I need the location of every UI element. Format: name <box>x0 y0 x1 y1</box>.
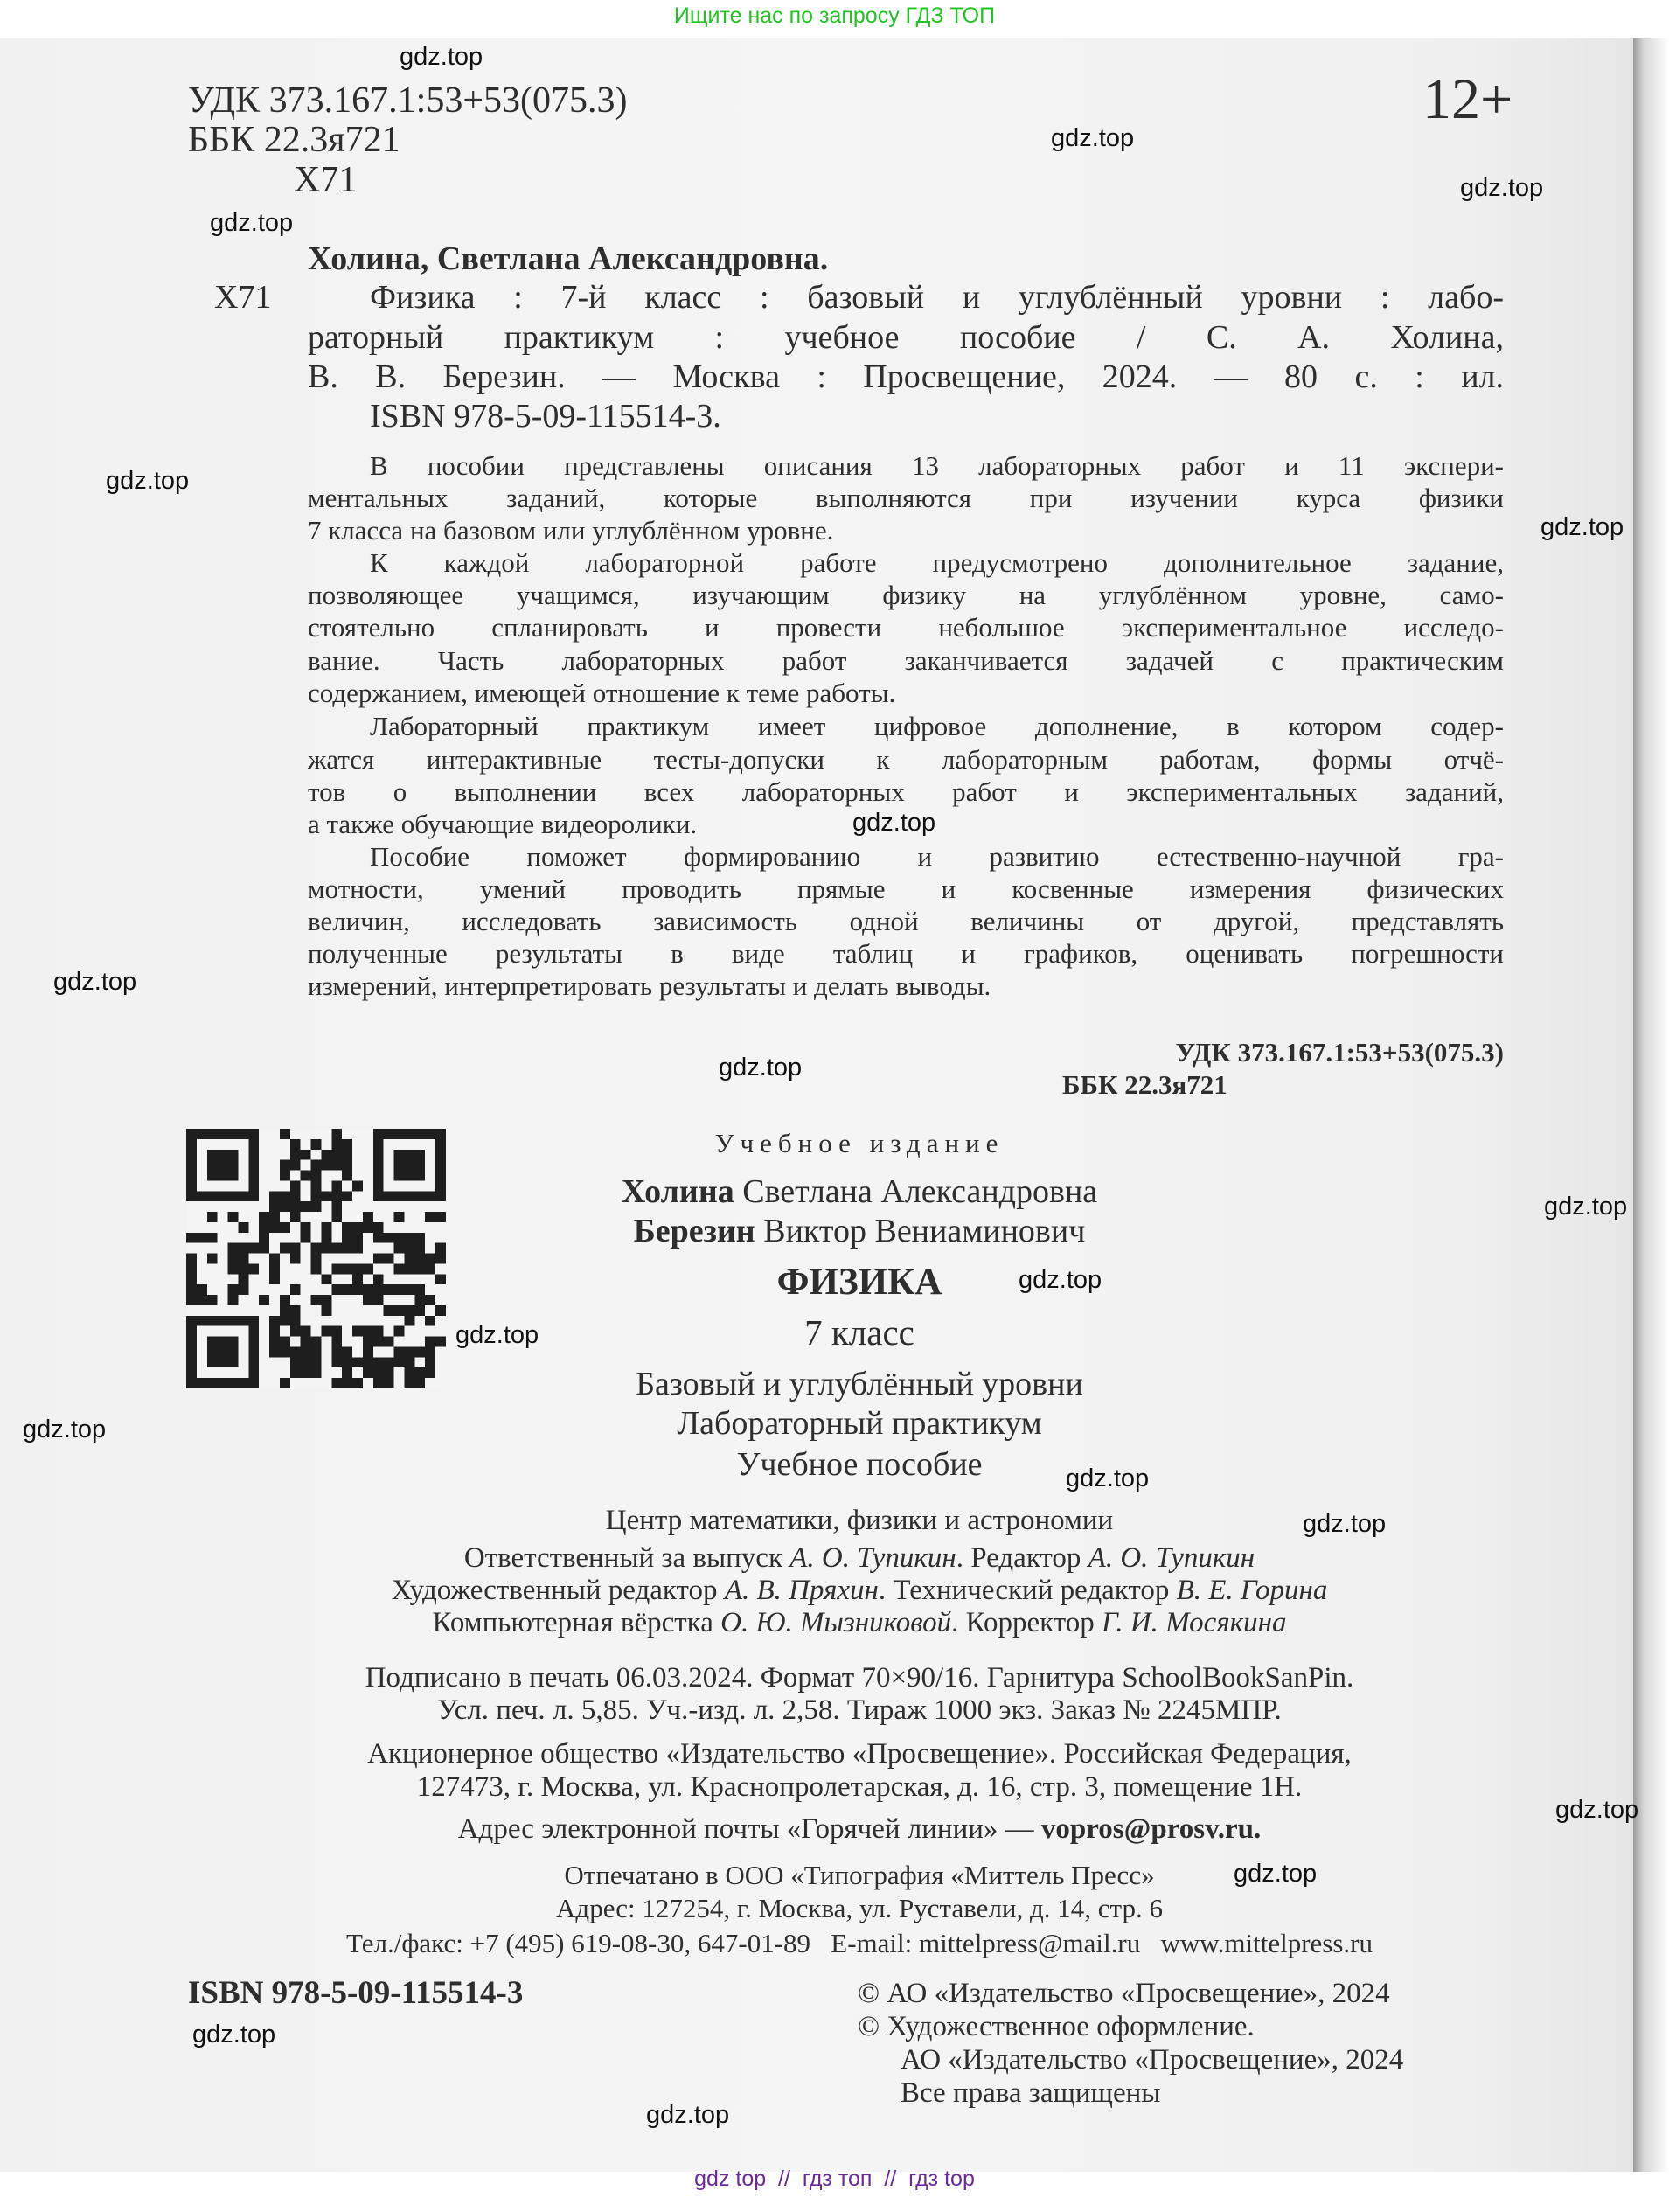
watermark: gdz.top <box>1460 174 1544 202</box>
watermark: gdz.top <box>646 2101 730 2129</box>
role: Ответственный за выпуск <box>463 1542 790 1574</box>
watermark: gdz.top <box>1234 1860 1318 1888</box>
watermark: gdz.top <box>1019 1266 1102 1294</box>
annotation-line: содержанием, имеющей отношение к теме работы. <box>308 678 896 708</box>
author-1-rest: Светлана Александровна <box>734 1173 1098 1210</box>
print-info: Подписано в печать 06.03.2024. Формат 70×90/16. Гарнитура SchoolBookSanPin. <box>365 1662 1354 1694</box>
author-2-last: Березин <box>633 1213 755 1249</box>
watermark: gdz.top <box>719 1054 803 1082</box>
biblio-isbn: ISBN 978-5-09-115514-3. <box>370 398 721 435</box>
qr-module <box>331 1160 342 1171</box>
watermark: gdz.top <box>1303 1510 1387 1538</box>
annotation-line: 7 класса на базовом или углублённом уровне. <box>308 515 834 546</box>
email-label: Адрес электронной почты «Горячей линии» — <box>457 1813 1041 1845</box>
author-code: Х71 <box>294 160 358 200</box>
watermark: gdz.top <box>192 2021 276 2049</box>
genre: Учебное пособие <box>736 1446 983 1483</box>
person: Г. И. Мосякина <box>1102 1607 1287 1638</box>
isbn: ISBN 978-5-09-115514-3 <box>188 1975 524 2011</box>
watermark: gdz.top <box>1555 1796 1639 1824</box>
person: О. Ю. Мызниковой <box>720 1607 952 1638</box>
annotation-line: К каждой лабораторной работе предусмотрено дополнительное задание, <box>370 547 1504 578</box>
annotation-line: полученные результаты в виде таблиц и графиков, оценивать погрешности <box>308 938 1504 969</box>
publisher-address: Акционерное общество «Издательство «Просвещение». Российская Федерация, <box>367 1738 1352 1770</box>
bbk: ББК 22.3я721 <box>188 120 400 160</box>
udk: УДК 373.167.1:53+53(075.3) <box>188 80 628 121</box>
biblio-code: Х71 <box>214 279 272 316</box>
watermark: gdz.top <box>1544 1193 1628 1221</box>
watermark: gdz.top <box>106 467 190 495</box>
biblio-line: В. В. Березин. — Москва : Просвещение, 2024. — 80 с. : ил. <box>308 358 1504 395</box>
printer-contacts: Тел./факс: +7 (495) 619-08-30, 647-01-89 E-mail: mittelpress@mail.ru www.mittelpress.ru <box>345 1928 1373 1958</box>
annotation-line: ментальных заданий, которые выполняются при изучении курса физики <box>308 483 1504 513</box>
person: А. О. Тупикин <box>789 1542 956 1574</box>
qr-module <box>321 1160 331 1171</box>
annotation-line: В пособии представлены описания 13 лабораторных работ и 11 экспери- <box>370 450 1504 481</box>
annotation-line: Лабораторный практикум имеет цифровое дополнение, в котором содер- <box>370 711 1504 741</box>
watermark: gdz.top <box>400 43 483 71</box>
annotation-line: жатся интерактивные тесты-допуски к лабораторным работам, формы отчё- <box>308 744 1504 775</box>
person: А. О. Тупикин <box>1088 1542 1255 1574</box>
watermark: gdz.top <box>1051 124 1135 152</box>
author-1 <box>0 1174 1669 1211</box>
role: . Корректор <box>951 1607 1102 1638</box>
copyright-line: АО «Издательство «Просвещение», 2024 <box>901 2044 1404 2076</box>
copyright-line: © АО «Издательство «Просвещение», 2024 <box>858 1978 1390 2009</box>
watermark: gdz.top <box>210 209 294 237</box>
author-2 <box>0 1214 1669 1250</box>
email-link[interactable]: vopros@prosv.ru. <box>1040 1813 1262 1845</box>
role: Компьютерная вёрстка <box>432 1607 721 1638</box>
copyright-line: © Художественное оформление. <box>858 2011 1255 2042</box>
annotation-line: тов о выполнении всех лабораторных работ и экспериментальных заданий, <box>308 776 1504 807</box>
copyright-line: Все права защищены <box>901 2077 1161 2109</box>
role: . Технический редактор <box>878 1575 1177 1606</box>
role: . Редактор <box>956 1542 1088 1574</box>
watermark: gdz.top <box>1066 1464 1150 1492</box>
annotation-line: стоятельно спланировать и провести небольшое экспериментальное исследо- <box>308 612 1504 643</box>
qr-module <box>311 1160 322 1171</box>
annotation-line: мотности, умений проводить прямые и косвенные измерения физических <box>308 873 1504 904</box>
watermark: gdz.top <box>852 809 936 837</box>
watermark: gdz.top <box>1540 513 1624 541</box>
annotation-line: измерений, интерпретировать результаты и делать выводы. <box>308 970 991 1001</box>
age-rating: 12+ <box>1422 67 1513 131</box>
qr-module <box>290 1160 301 1171</box>
annotation-line: Пособие поможет формированию и развитию естественно-научной гра- <box>370 841 1504 872</box>
center-name: Центр математики, физики и астрономии <box>605 1505 1114 1536</box>
credits-line <box>0 1575 1669 1606</box>
annotation-line: величин, исследовать зависимость одной величины от другой, представлять <box>308 906 1504 936</box>
qr-module <box>280 1160 290 1171</box>
watermark: gdz.top <box>455 1321 539 1349</box>
top-banner[interactable]: Ищите нас по запросу ГДЗ ТОП <box>673 3 996 28</box>
udk-footer: УДК 373.167.1:53+53(075.3) <box>1175 1037 1504 1068</box>
annotation-line: вание. Часть лабораторных работ заканчивается задачей с практическим <box>308 645 1504 676</box>
page-edge <box>1633 38 1669 2172</box>
watermark: gdz.top <box>23 1416 107 1443</box>
author-1-last: Холина <box>621 1173 734 1210</box>
kind: Лабораторный практикум <box>677 1405 1042 1442</box>
credits-line <box>0 1542 1669 1574</box>
annotation-line: позволяющее учащимся, изучающим физику на углублённом уровне, само- <box>308 580 1504 610</box>
biblio-line: раторный практикум : учебное пособие / С. А. Холина, <box>308 319 1504 356</box>
print-info: Усл. печ. л. 5,85. Уч.-изд. л. 2,58. Тираж 1000 экз. Заказ № 2245МПР. <box>437 1694 1282 1726</box>
credits-line <box>0 1607 1669 1638</box>
printer-info: Отпечатано в ООО «Типография «Миттель Пресс» <box>564 1860 1155 1890</box>
book-title: ФИЗИКА <box>776 1262 942 1303</box>
level: Базовый и углублённый уровни <box>636 1366 1083 1402</box>
person: В. Е. Горина <box>1176 1575 1328 1606</box>
qr-module <box>342 1160 352 1171</box>
role: Художественный редактор <box>391 1575 725 1606</box>
grade: 7 класс <box>804 1312 914 1353</box>
person: А. В. Пряхин <box>724 1575 879 1606</box>
author-2-rest: Виктор Вениаминович <box>755 1213 1086 1249</box>
printer-info: Адрес: 127254, г. Москва, ул. Руставели, д. 14, стр. 6 <box>556 1893 1163 1923</box>
annotation-line: а также обучающие видеоролики. <box>308 809 698 839</box>
publisher-address: 127473, г. Москва, ул. Краснопролетарская, д. 16, стр. 3, помещение 1Н. <box>416 1771 1303 1803</box>
bottom-banner[interactable]: gdz top // гдз топ // гдз top <box>694 2167 975 2191</box>
bbk-footer: ББК 22.3я721 <box>1062 1069 1227 1100</box>
watermark: gdz.top <box>53 968 137 996</box>
edition-type: Учебное издание <box>714 1128 1005 1158</box>
hotline-email <box>0 1813 1669 1845</box>
biblio-line: Физика : 7-й класс : базовый и углублённый уровни : лабо- <box>370 279 1504 316</box>
biblio-author: Холина, Светлана Александровна. <box>308 240 829 277</box>
